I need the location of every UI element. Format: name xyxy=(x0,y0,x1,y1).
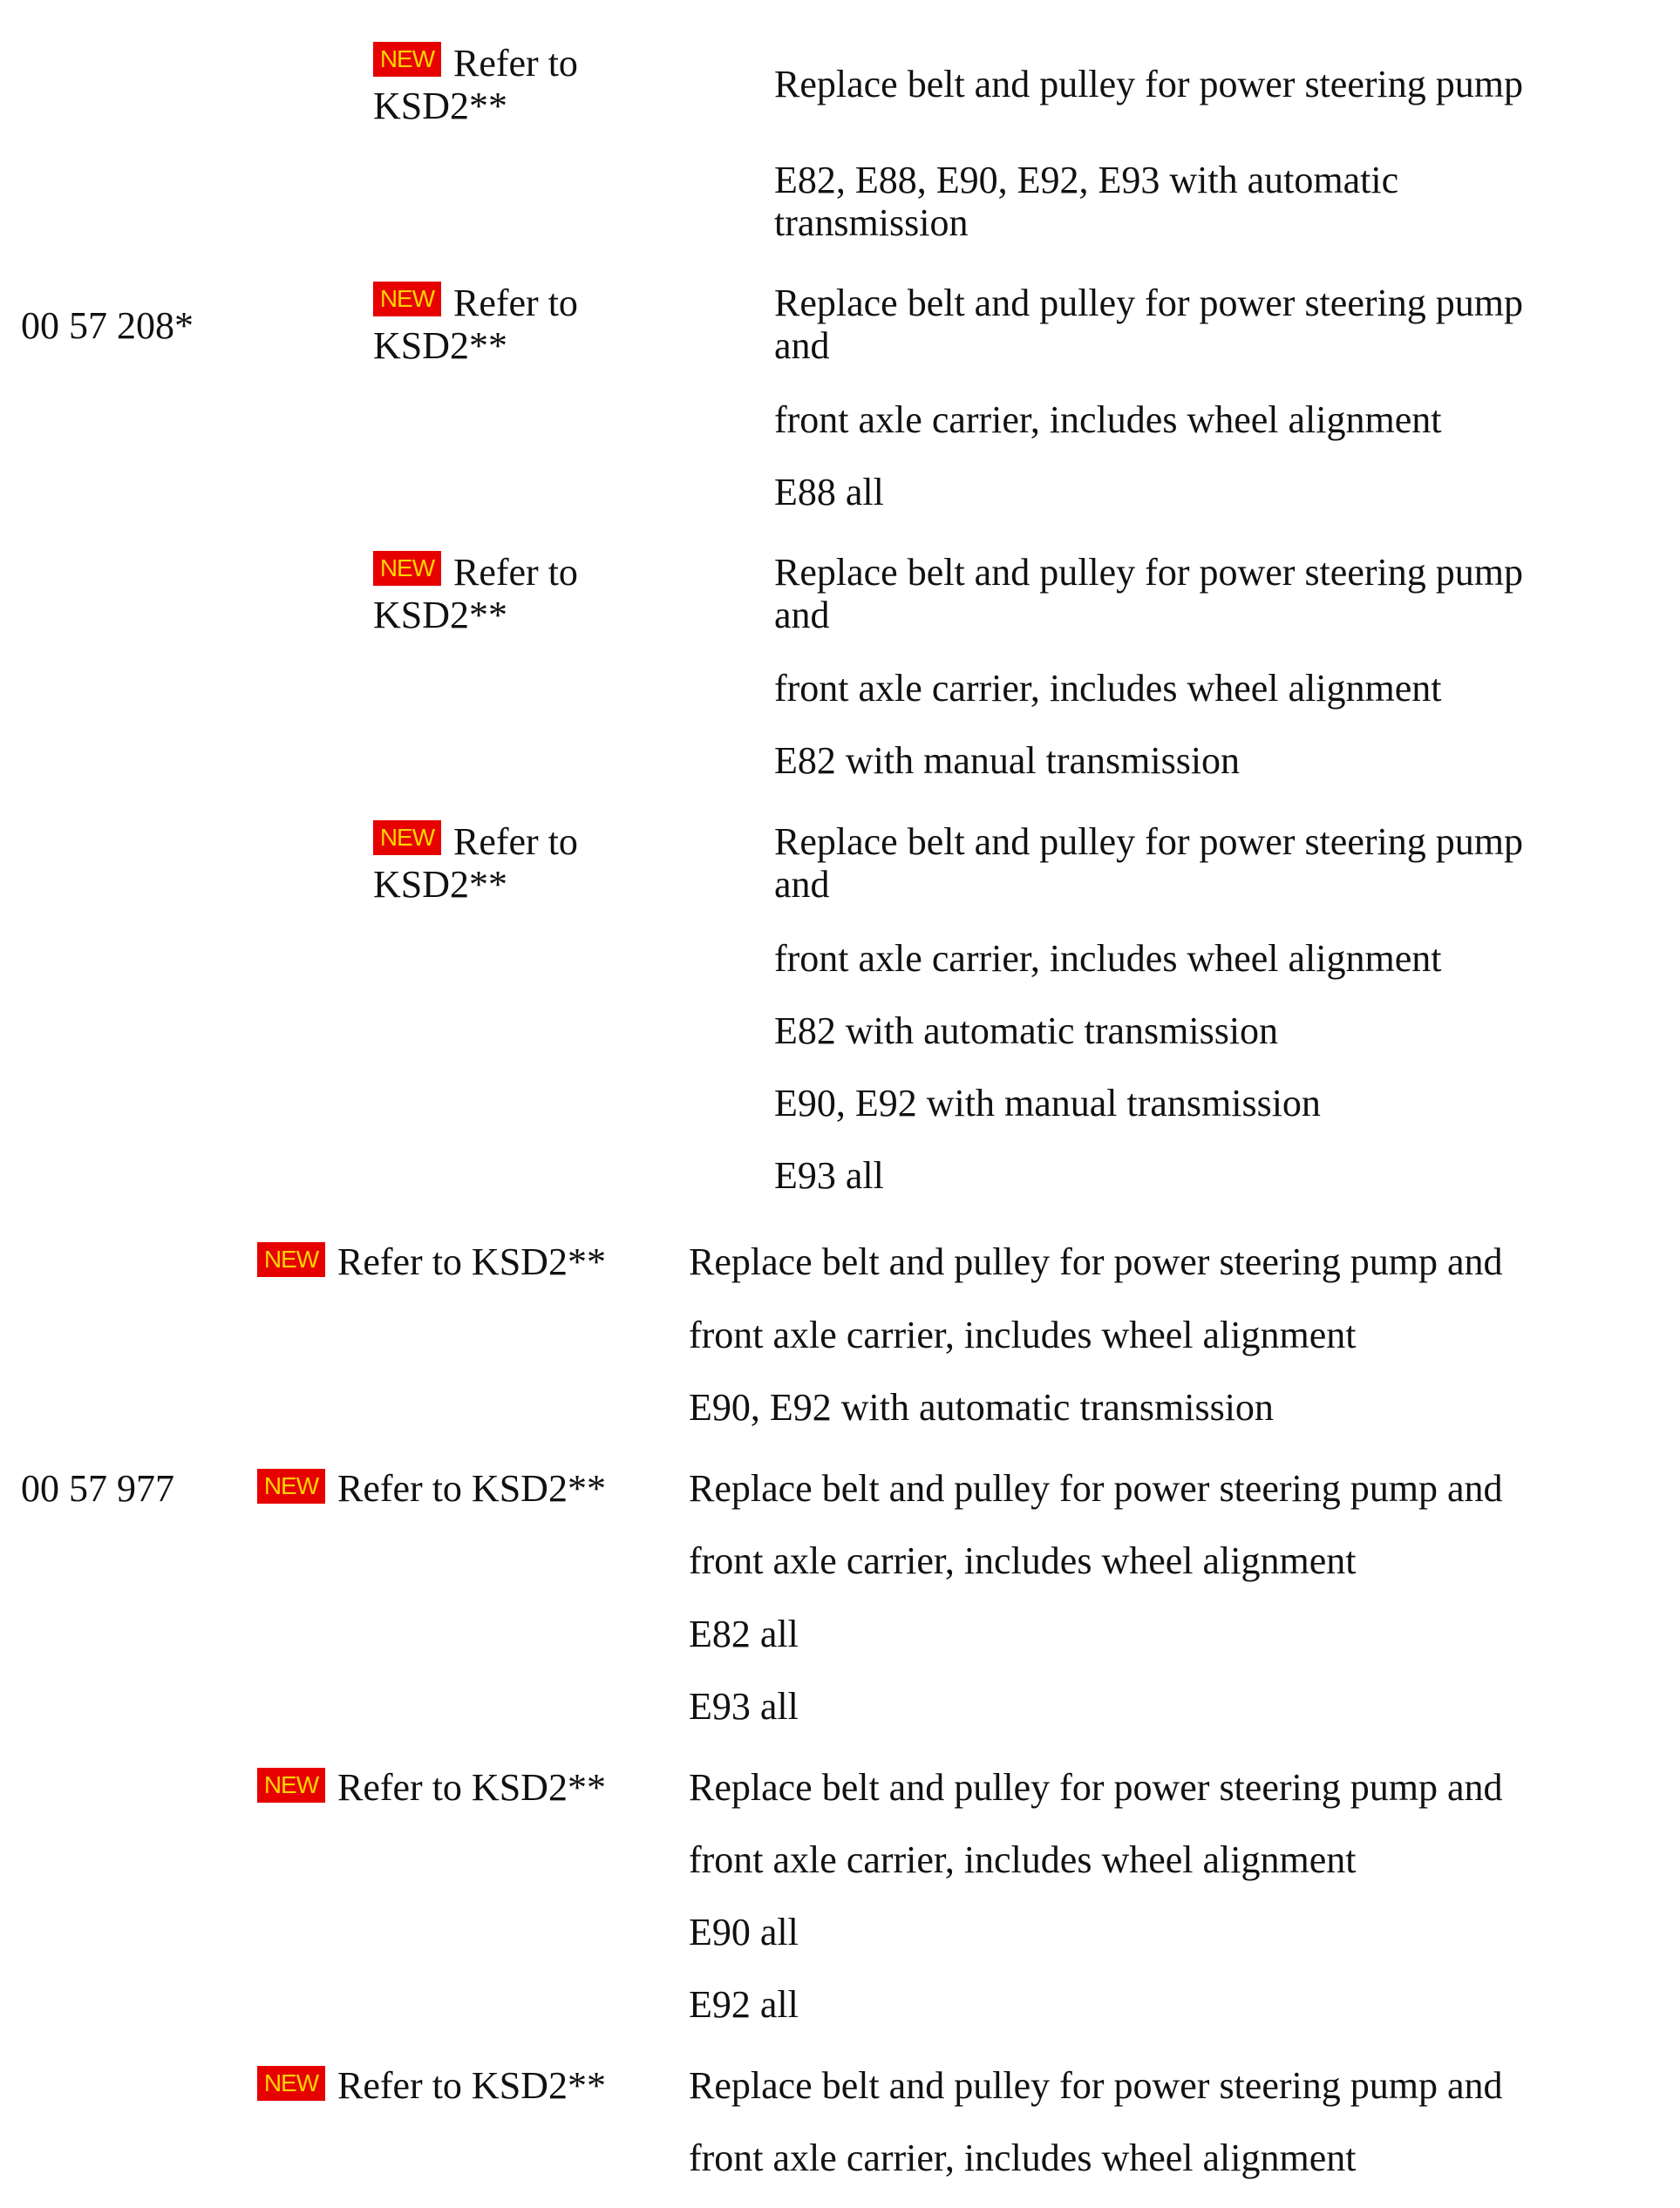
ksd2-text: KSD2** xyxy=(373,863,508,906)
description-line: front axle carrier, includes wheel alignment xyxy=(774,937,1442,980)
new-badge: NEW xyxy=(373,282,441,316)
new-badge: NEW xyxy=(257,1242,325,1277)
refer-to-text: Refer to xyxy=(453,282,578,324)
new-badge: NEW xyxy=(373,551,441,586)
description-line: front axle carrier, includes wheel alignment xyxy=(774,667,1442,710)
refer-to-ksd2-text: Refer to KSD2** xyxy=(337,1240,606,1283)
description-line: E93 all xyxy=(774,1154,884,1197)
description-line: front axle carrier, includes wheel alignment xyxy=(689,2137,1357,2179)
new-badge: NEW xyxy=(373,42,441,77)
description-line: Replace belt and pulley for power steering pump xyxy=(774,820,1523,863)
refer-to-text: Refer to xyxy=(453,820,578,863)
new-badge: NEW xyxy=(373,820,441,855)
refer-to-ksd2-text: Refer to KSD2** xyxy=(337,1766,606,1809)
refer-to-ksd2-text: Refer to KSD2** xyxy=(337,1467,606,1510)
description-line: E88 all xyxy=(774,471,884,513)
description-line: Replace belt and pulley for power steering pump xyxy=(774,282,1523,324)
new-badge: NEW xyxy=(257,1768,325,1803)
description-line: Replace belt and pulley for power steering pump xyxy=(774,551,1523,594)
part-number: 00 57 977 xyxy=(21,1467,174,1510)
description-line: Replace belt and pulley for power steering pump and xyxy=(689,1240,1503,1283)
description-line: E82 with manual transmission xyxy=(774,739,1241,782)
refer-to-text: Refer to xyxy=(453,42,578,85)
description-line: front axle carrier, includes wheel alignment xyxy=(689,1838,1357,1881)
description-line: E93 all xyxy=(689,1685,799,1728)
description-line: front axle carrier, includes wheel alignment xyxy=(774,398,1442,441)
ksd2-text: KSD2** xyxy=(373,594,508,636)
ksd2-text: KSD2** xyxy=(373,85,508,127)
description-line: front axle carrier, includes wheel alignment xyxy=(689,1539,1357,1582)
description-line: and xyxy=(774,863,830,906)
description-line: and xyxy=(774,594,830,636)
description-line: Replace belt and pulley for power steering pump and xyxy=(689,2064,1503,2107)
description-line: Replace belt and pulley for power steering pump and xyxy=(689,1467,1503,1510)
description-line: E90 all xyxy=(689,1911,799,1953)
new-badge: NEW xyxy=(257,2066,325,2101)
refer-to-text: Refer to xyxy=(453,551,578,594)
part-number: 00 57 208* xyxy=(21,304,194,347)
ksd2-text: KSD2** xyxy=(373,324,508,367)
description-line: Replace belt and pulley for power steering pump xyxy=(774,63,1523,105)
new-badge: NEW xyxy=(257,1469,325,1504)
refer-to-ksd2-text: Refer to KSD2** xyxy=(337,2064,606,2107)
description-line: E92 all xyxy=(689,1983,799,2026)
description-line: and xyxy=(774,324,830,367)
description-line: Replace belt and pulley for power steering pump and xyxy=(689,1766,1503,1809)
description-line: E82 with automatic transmission xyxy=(774,1009,1279,1052)
description-line: E90, E92 with manual transmission xyxy=(774,1082,1321,1124)
description-line: transmission xyxy=(774,201,969,244)
description-line: E82, E88, E90, E92, E93 with automatic xyxy=(774,159,1399,201)
description-line: E90, E92 with automatic transmission xyxy=(689,1386,1274,1429)
description-line: E82 all xyxy=(689,1613,799,1655)
description-line: front axle carrier, includes wheel alignment xyxy=(689,1314,1357,1356)
